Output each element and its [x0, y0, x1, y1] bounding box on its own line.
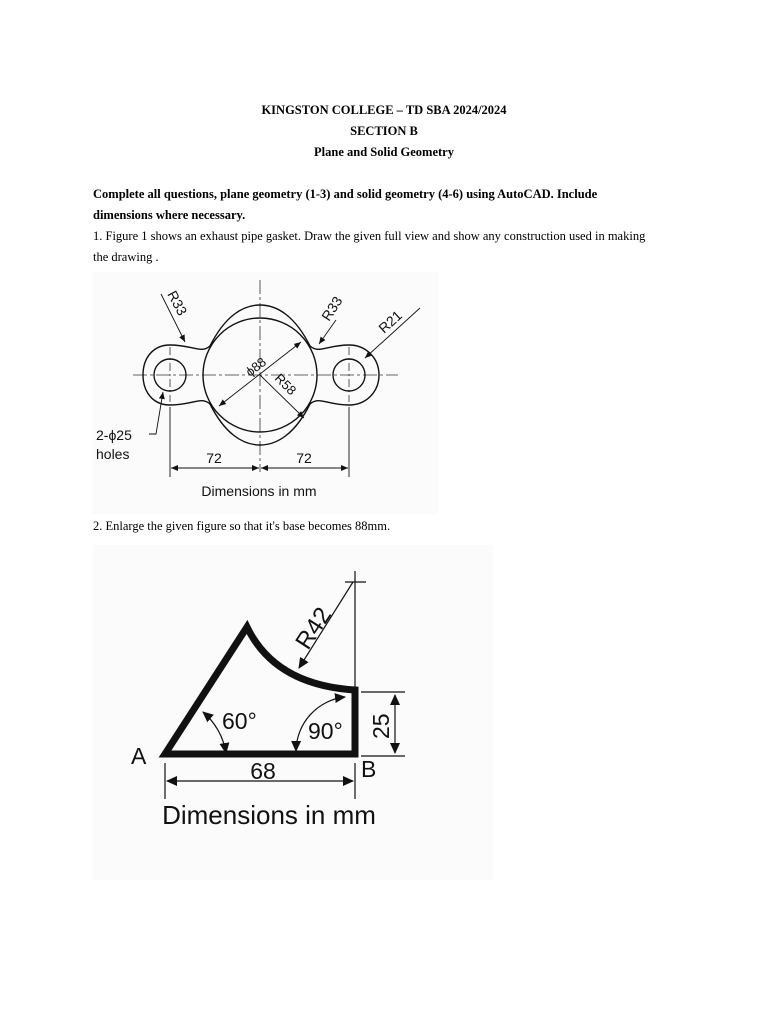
r33-right-label: R33 [318, 293, 346, 324]
point-a-label: A [131, 743, 147, 769]
section-title: SECTION B [350, 124, 418, 138]
angle-60-label: 60° [222, 708, 257, 734]
dimension-right-label: 72 [296, 450, 312, 466]
point-b-label: B [361, 756, 377, 782]
r58-label: R58 [271, 370, 300, 398]
angle-90-label: 90° [308, 718, 343, 744]
question-1-line-1: 1. Figure 1 shows an exhaust pipe gasket. Draw the given full view and show any construction used in making [93, 229, 646, 243]
r21-label: R21 [375, 307, 406, 337]
dia88-label: ϕ88 [242, 354, 269, 380]
r33-left-label: R33 [164, 287, 191, 319]
instructions-line-1: Complete all questions, plane geometry (1-3) and solid geometry (4-6) using AutoCAD. Include [93, 187, 598, 201]
question-1 [93, 226, 693, 268]
instructions [93, 184, 693, 226]
figure-2-caption: Dimensions in mm [162, 800, 376, 830]
instructions-line-2: dimensions where necessary. [93, 208, 246, 222]
gasket-figure [93, 272, 438, 514]
dimension-25-label: 25 [368, 713, 394, 739]
figure-1-caption: Dimensions in mm [201, 483, 317, 499]
holes-label-line-2: holes [96, 446, 130, 462]
section-subtitle: Plane and Solid Geometry [314, 145, 454, 159]
question-1-line-2: the drawing . [93, 250, 159, 264]
enlargement-figure [93, 545, 493, 880]
document-title: KINGSTON COLLEGE – TD SBA 2024/2024 [261, 103, 507, 117]
r42-label: R42 [290, 602, 338, 655]
holes-label-line-1: 2-ϕ25 [96, 427, 132, 443]
question-2: 2. Enlarge the given figure so that it's base becomes 88mm. [93, 519, 391, 533]
dimension-68-label: 68 [250, 758, 276, 784]
dimension-left-label: 72 [206, 450, 222, 466]
